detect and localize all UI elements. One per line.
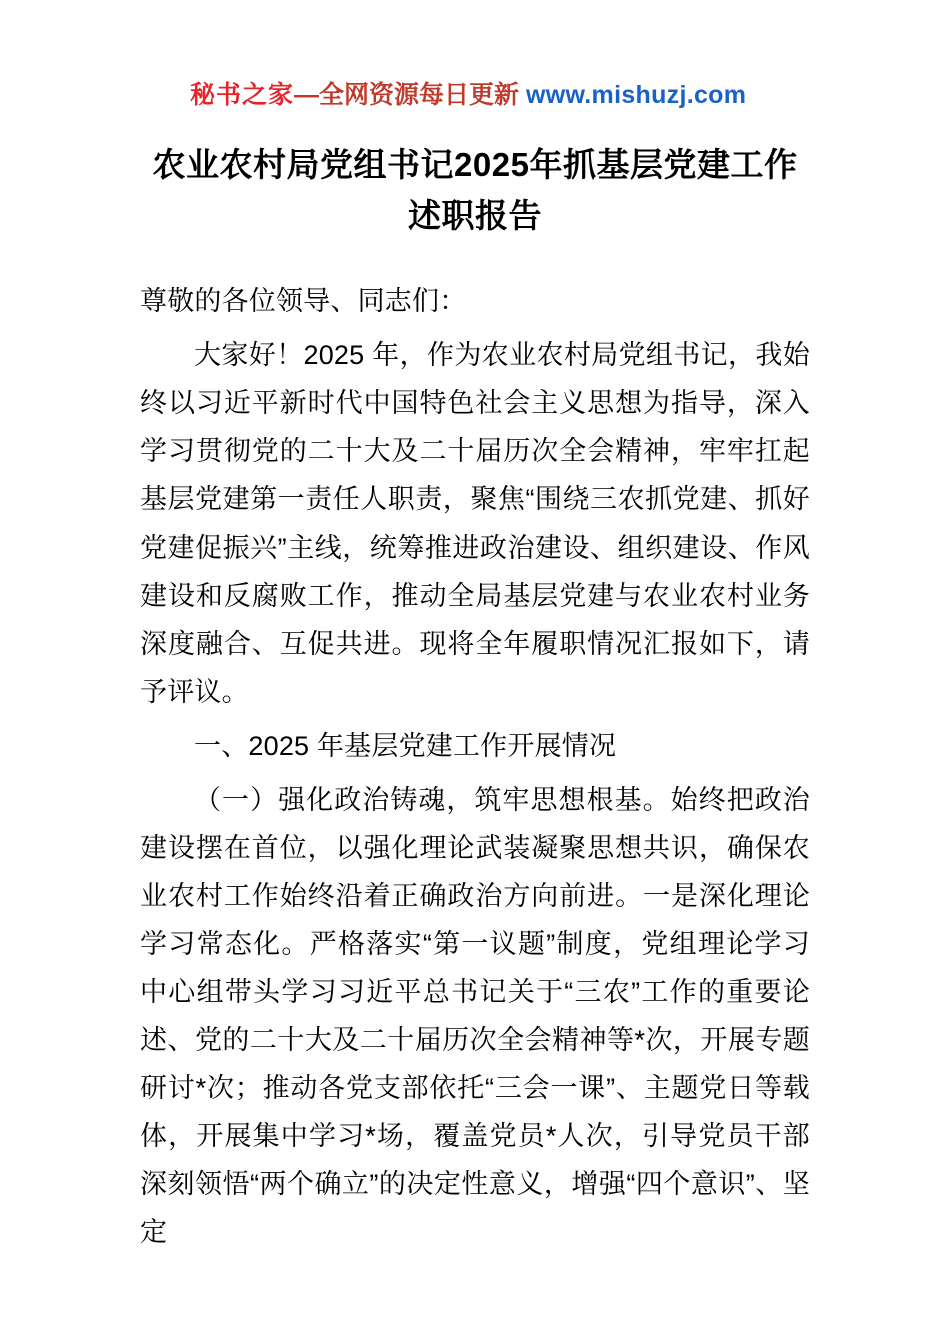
paragraph-opening: 大家好！2025 年，作为农业农村局党组书记，我始终以习近平新时代中国特色社会主义思想为指导，深入学习贯彻党的二十大及二十届历次全会精神，牢牢扛起基层党建第一责任人职责，聚焦“围绕三农抓党建、抓好党建促振兴”主线，统筹推进政治建设、组织建设、作风建设和反腐败工作，推动全局基层党建与农业农村业务深度融合、互促共进。现将全年履职情况汇报如下，请予评议。 [140, 340, 810, 707]
site-watermark [140, 78, 810, 113]
paragraph-section-1-1: （一）强化政治铸魂，筑牢思想根基。始终把政治建设摆在首位，以强化理论武装凝聚思想共识，确保农业农村工作始终沿着正确政治方向前进。一是深化理论学习常态化。严格落实“第一议题”制度，党组理论学习中心组带头学习习近平总书记关于“三农”工作的重要论述、党的二十大及二十届历次全会精神等*次，开展专题研讨*次；推动各党支部依托“三会一课”、主题党日等载体，开展集中学习*场，覆盖党员*人次，引导党员干部深刻领悟“两个确立”的决定性意义，增强“四个意识”、坚定 [140, 784, 810, 1248]
watermark-brand: 秘书之家 [190, 81, 295, 109]
paragraph-section-heading-1: 一、2025 年基层党建工作开展情况 [194, 730, 617, 761]
watermark-url[interactable]: www.mishuzj.com [525, 81, 747, 109]
paragraph-salutation: 尊敬的各位领导、同志们： [140, 286, 467, 317]
page-title: 农业农村局党组书记2025年抓基层党建工作述职报告 [152, 146, 798, 235]
watermark-tagline: —全网资源每日更新 [294, 81, 520, 109]
